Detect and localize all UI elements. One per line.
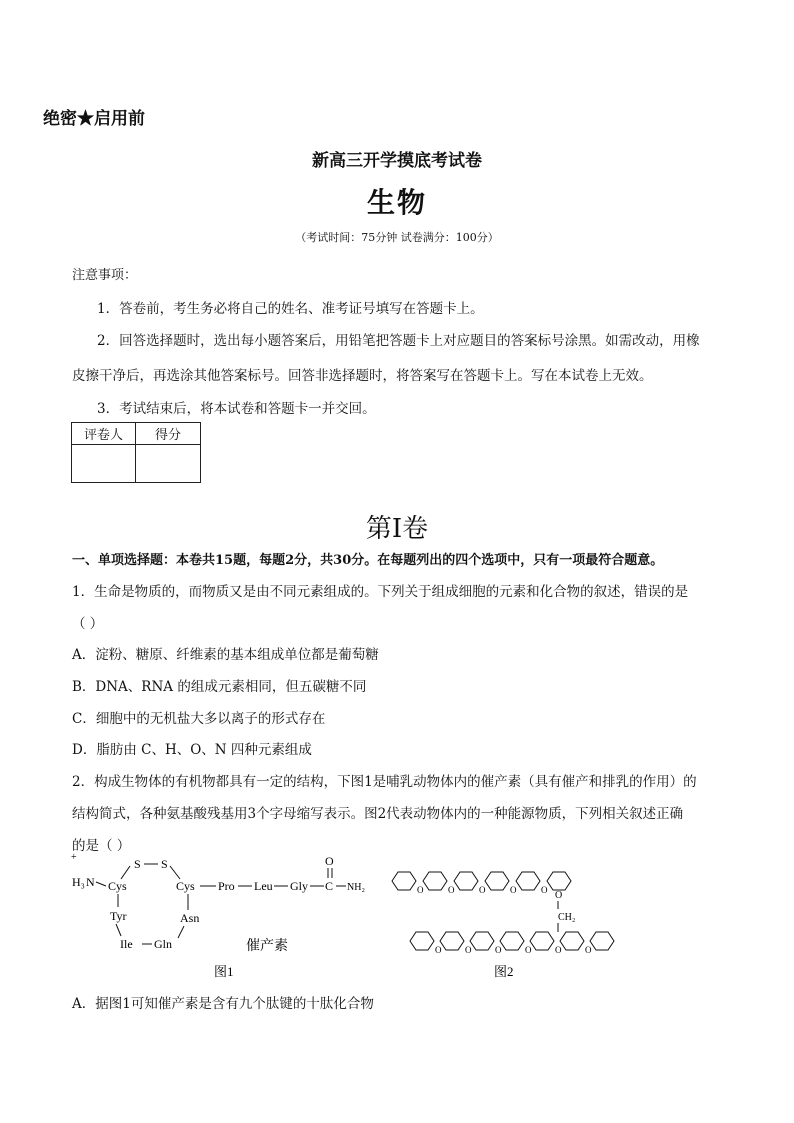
figure-1-oxytocin <box>66 852 366 984</box>
residue-cys-1: Cys <box>108 879 127 893</box>
bond-s-cys <box>170 866 180 879</box>
notice-heading: 注意事项： <box>72 268 138 283</box>
glucose-ring <box>590 932 614 950</box>
section-heading-label: 一、单项选择题： <box>72 553 177 568</box>
score-header: 得分 <box>136 423 201 445</box>
q1-option-d: D．脂肪由 C、H、O、N 四种元素组成 <box>72 742 312 758</box>
subject-title: 生物 <box>366 186 427 219</box>
sulfur-1: S <box>134 857 141 871</box>
residue-gln: Gln <box>154 937 172 951</box>
glycosidic-oxygen: O <box>541 885 548 895</box>
amine-n: N <box>86 875 95 889</box>
glycosidic-oxygen: O <box>448 885 455 895</box>
glucose-ring <box>440 932 464 950</box>
bond-cys-s <box>121 866 130 879</box>
glucose-ring <box>485 872 509 890</box>
part-title: 第I卷 <box>365 514 429 544</box>
notice-item-2-line-1: 2．回答选择题时，选出每小题答案后，用铅笔把答题卡上对应题目的答案标号涂黑。如需改动，用橡 <box>97 333 700 349</box>
q1-stem-line-1: 1．生命是物质的，而物质又是由不同元素组成的。下列关于组成细胞的元素和化合物的叙述，错误的是 <box>72 584 689 600</box>
score-table <box>71 422 201 483</box>
exam-title: 新高三开学摸底考试卷 <box>312 151 482 171</box>
q2-stem-line-1: 2．构成生物体的有机物都具有一定的结构，下图1是哺乳动物体内的催产素（具有催产和排乳的作用）的 <box>72 774 697 790</box>
carbonyl-carbon: C <box>325 879 334 893</box>
carbonyl-oxygen: O <box>325 854 334 868</box>
glycosidic-oxygen: O <box>585 945 592 955</box>
residue-cys-2: Cys <box>176 879 195 893</box>
glucose-ring <box>560 932 584 950</box>
amide-group: NH₂ <box>347 882 365 893</box>
q1-stem-line-2: （ ） <box>72 616 104 632</box>
q1-option-b: B．DNA、RNA 的组成元素相同，但五碳糖不同 <box>72 679 367 695</box>
glucose-ring <box>547 872 571 890</box>
q2-option-a: A．据图1可知催产素是含有九个肽键的十肽化合物 <box>72 996 374 1012</box>
bond-tyr-ile <box>116 924 121 936</box>
q2-stem-line-3: 的是（ ） <box>72 838 131 854</box>
glucose-ring <box>410 932 434 950</box>
figure-2-caption: 图2 <box>494 964 514 979</box>
glucose-ring <box>470 932 494 950</box>
sulfur-2: S <box>161 857 168 871</box>
glycosidic-oxygen: O <box>465 945 472 955</box>
bond-n-cys <box>96 882 106 886</box>
glucose-ring <box>500 932 524 950</box>
section-heading-emphasis: 四个选项中 <box>455 553 521 568</box>
residue-pro: Pro <box>218 879 235 893</box>
reviewer-header: 评卷人 <box>72 423 136 445</box>
glycosidic-oxygen: O <box>417 885 424 895</box>
notice-item-1: 1．答卷前，考生务必将自己的姓名、准考证号填写在答题卡上。 <box>97 301 484 317</box>
amine-h3: H₃ <box>72 875 85 889</box>
residue-ile: Ile <box>120 937 133 951</box>
glycosidic-oxygen: O <box>510 885 517 895</box>
glucose-ring <box>516 872 540 890</box>
score-cell <box>136 445 201 483</box>
section-heading-rule: 本卷共15题，每题2分，共30分。在每题列出的 <box>176 553 456 568</box>
glycosidic-oxygen: O <box>479 885 486 895</box>
section-heading-tail: ，只有一项最符合题意。 <box>520 553 664 568</box>
figure-2-glycogen <box>384 852 634 984</box>
residue-gly: Gly <box>290 879 308 893</box>
branch-oxygen: O <box>555 890 563 901</box>
confidential-mark: 绝密★启用前 <box>43 109 145 129</box>
glycosidic-oxygen: O <box>495 945 502 955</box>
q1-option-a: A．淀粉、糖原、纤维素的基本组成单位都是葡萄糖 <box>72 647 379 663</box>
glucose-chain-bottom <box>410 932 614 955</box>
glucose-ring <box>392 872 416 890</box>
reviewer-cell <box>72 445 136 483</box>
plus-sign: + <box>71 852 77 863</box>
residue-asn: Asn <box>180 911 200 925</box>
glucose-ring <box>454 872 478 890</box>
notice-item-2-line-2: 皮擦干净后，再选涂其他答案标号。回答非选择题时，将答案写在答题卡上。写在本试卷上无效。 <box>72 368 653 384</box>
residue-leu: Leu <box>254 879 273 893</box>
glycosidic-oxygen: O <box>555 945 562 955</box>
glycosidic-oxygen: O <box>435 945 442 955</box>
residue-tyr: Tyr <box>110 909 127 923</box>
figure-1-name: 催产素 <box>246 939 288 954</box>
glucose-chain-top <box>392 872 571 895</box>
q2-stem-line-2: 结构简式，各种氨基酸残基用3个字母缩写表示。图2代表动物体内的一种能源物质，下列相关叙述正确 <box>72 806 684 822</box>
branch-ch2: CH₂ <box>558 912 576 923</box>
section-heading <box>72 549 663 568</box>
glucose-ring <box>530 932 554 950</box>
bond-gln-asn <box>178 926 184 938</box>
figure-1-caption: 图1 <box>214 964 234 979</box>
q1-option-c: C．细胞中的无机盐大多以离子的形式存在 <box>72 711 326 727</box>
exam-info: （考试时间：75分钟 试卷满分：100分） <box>295 231 499 244</box>
glycosidic-oxygen: O <box>525 945 532 955</box>
glucose-ring <box>423 872 447 890</box>
notice-item-3: 3．考试结束后，将本试卷和答题卡一并交回。 <box>97 401 376 417</box>
